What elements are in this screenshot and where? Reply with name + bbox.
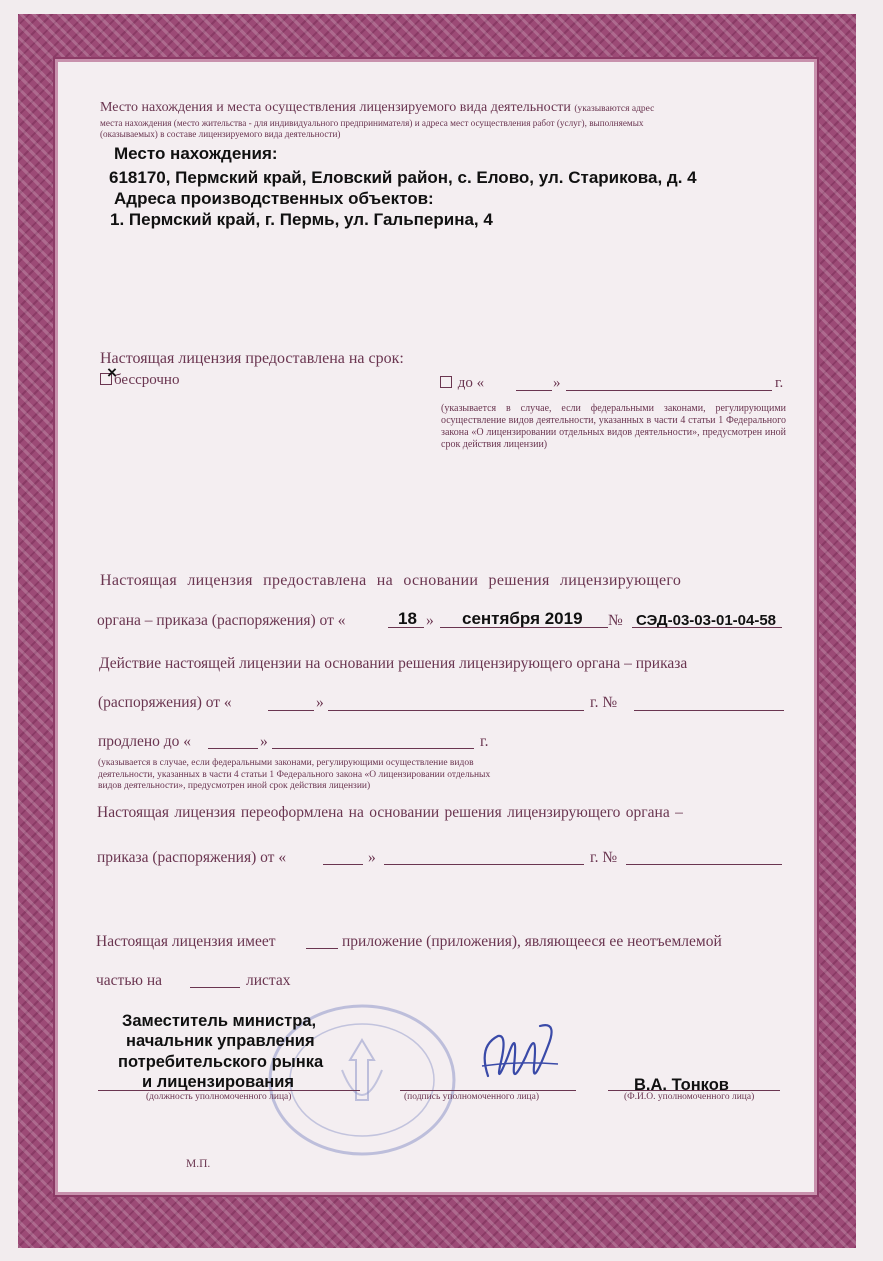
- appendix-sheets-line: [190, 987, 240, 988]
- facility-address: 1. Пермский край, г. Пермь, ул. Гальперина, 4: [110, 210, 493, 229]
- signatory-position-line-3: потребительского рынка: [118, 1053, 324, 1071]
- signature-line: [400, 1090, 576, 1091]
- until-month-line: [566, 390, 772, 391]
- extension-day-line: [268, 710, 314, 711]
- extension-line-1: Действие настоящей лицензии на основании решения лицензирующего органа – приказа: [99, 655, 688, 672]
- reissue-line-1: Настоящая лицензия переоформлена на основании решения лицензирующего органа –: [97, 804, 683, 821]
- appendix-count-line: [306, 948, 338, 949]
- until-year-suffix: г.: [775, 375, 784, 391]
- term-heading: Настоящая лицензия предоставлена на срок:: [100, 350, 404, 367]
- basis-number-label: №: [608, 612, 623, 629]
- term-until-option: [440, 375, 484, 392]
- basis-number-line: [632, 627, 782, 628]
- reissue-month-line: [384, 864, 584, 865]
- reissue-number-line: [626, 864, 782, 865]
- basis-day-line: [388, 627, 424, 628]
- appendix-line-2-prefix: частью на: [96, 972, 163, 989]
- name-line: [608, 1090, 780, 1091]
- location-address: 618170, Пермский край, Еловский район, с. Елово, ул. Старикова, д. 4: [109, 168, 697, 187]
- until-day-line: [516, 390, 552, 391]
- extended-day-line: [208, 748, 258, 749]
- location-note-line-3: (оказываемых) в составе лицензируемого вида деятельности): [100, 129, 341, 139]
- signatory-position-line-1: Заместитель министра,: [122, 1012, 317, 1030]
- location-label: Место нахождения:: [114, 144, 278, 163]
- basis-day: 18: [398, 609, 417, 628]
- until-mid: »: [553, 375, 561, 391]
- unlimited-label: бессрочно: [114, 372, 180, 388]
- until-note: (указывается в случае, если федеральными законами, регулирующими осуществление видов деятельности, указанных в части 4 статьи 1 Федерального закона «О лицензировании отдельных видов деятельности», предусмотрен иной срок действия лицензии): [441, 403, 786, 450]
- facilities-label: Адреса производственных объектов:: [114, 189, 434, 208]
- appendix-line-2-suffix: листах: [246, 972, 291, 989]
- appendix-line-1-suffix: приложение (приложения), являющееся ее неотъемлемой: [342, 933, 722, 950]
- signatory-position-line-4: и лицензирования: [142, 1073, 294, 1091]
- extension-month-line: [328, 710, 584, 711]
- position-caption: (должность уполномоченного лица): [146, 1092, 292, 1102]
- extension-mid: »: [316, 694, 324, 711]
- basis-line-2-prefix: органа – приказа (распоряжения) от «: [97, 612, 346, 629]
- location-heading: [100, 100, 654, 116]
- extended-month-line: [272, 748, 474, 749]
- location-heading-note: (указываются адрес: [574, 104, 655, 114]
- unlimited-check-mark: ×: [107, 363, 117, 382]
- reissue-mid: »: [368, 849, 376, 866]
- basis-month-line: [440, 627, 608, 628]
- stamp-place-label: М.П.: [186, 1158, 211, 1170]
- until-checkbox: [440, 376, 452, 388]
- extended-year-suffix: г.: [480, 733, 489, 750]
- basis-order-number: СЭД-03-03-01-04-58: [636, 612, 777, 629]
- basis-month-year: сентября 2019: [462, 609, 583, 628]
- extension-number-label: г. №: [590, 694, 618, 711]
- location-note-line-2: места нахождения (место жительства - для индивидуального предпринимателя) и адреса мест осуществления работ (услуг), выполняемых: [100, 118, 644, 128]
- extended-until-prefix: продлено до «: [98, 733, 192, 750]
- reissue-line-2-prefix: приказа (распоряжения) от «: [97, 849, 287, 866]
- basis-mid: »: [426, 612, 434, 629]
- location-heading-text: Место нахождения и места осуществления лицензируемого вида деятельности: [100, 100, 571, 115]
- basis-line-1: Настоящая лицензия предоставлена на основании решения лицензирующего: [100, 572, 682, 589]
- signature-caption: (подпись уполномоченного лица): [404, 1092, 540, 1102]
- signatory-name: В.А. Тонков: [634, 1076, 729, 1094]
- reissue-day-line: [323, 864, 363, 865]
- name-caption: (Ф.И.О. уполномоченного лица): [624, 1092, 755, 1102]
- reissue-number-label: г. №: [590, 849, 618, 866]
- extension-note: (указывается в случае, если федеральными законами, регулирующими осуществление видов деятельности, указанных в части 4 статьи 1 Федерального закона «О лицензировании отдельных видов деятельности», предусмотрен иной срок действия лицензии): [98, 758, 491, 791]
- signatory-position-line-2: начальник управления: [126, 1032, 315, 1050]
- extended-mid: »: [260, 733, 268, 750]
- handwritten-signature: [468, 1006, 568, 1096]
- position-line: [98, 1090, 360, 1091]
- extension-line-2-prefix: (распоряжения) от «: [98, 694, 232, 711]
- extension-number-line: [634, 710, 784, 711]
- appendix-line-1-prefix: Настоящая лицензия имеет: [96, 933, 276, 950]
- until-prefix: до «: [457, 375, 485, 391]
